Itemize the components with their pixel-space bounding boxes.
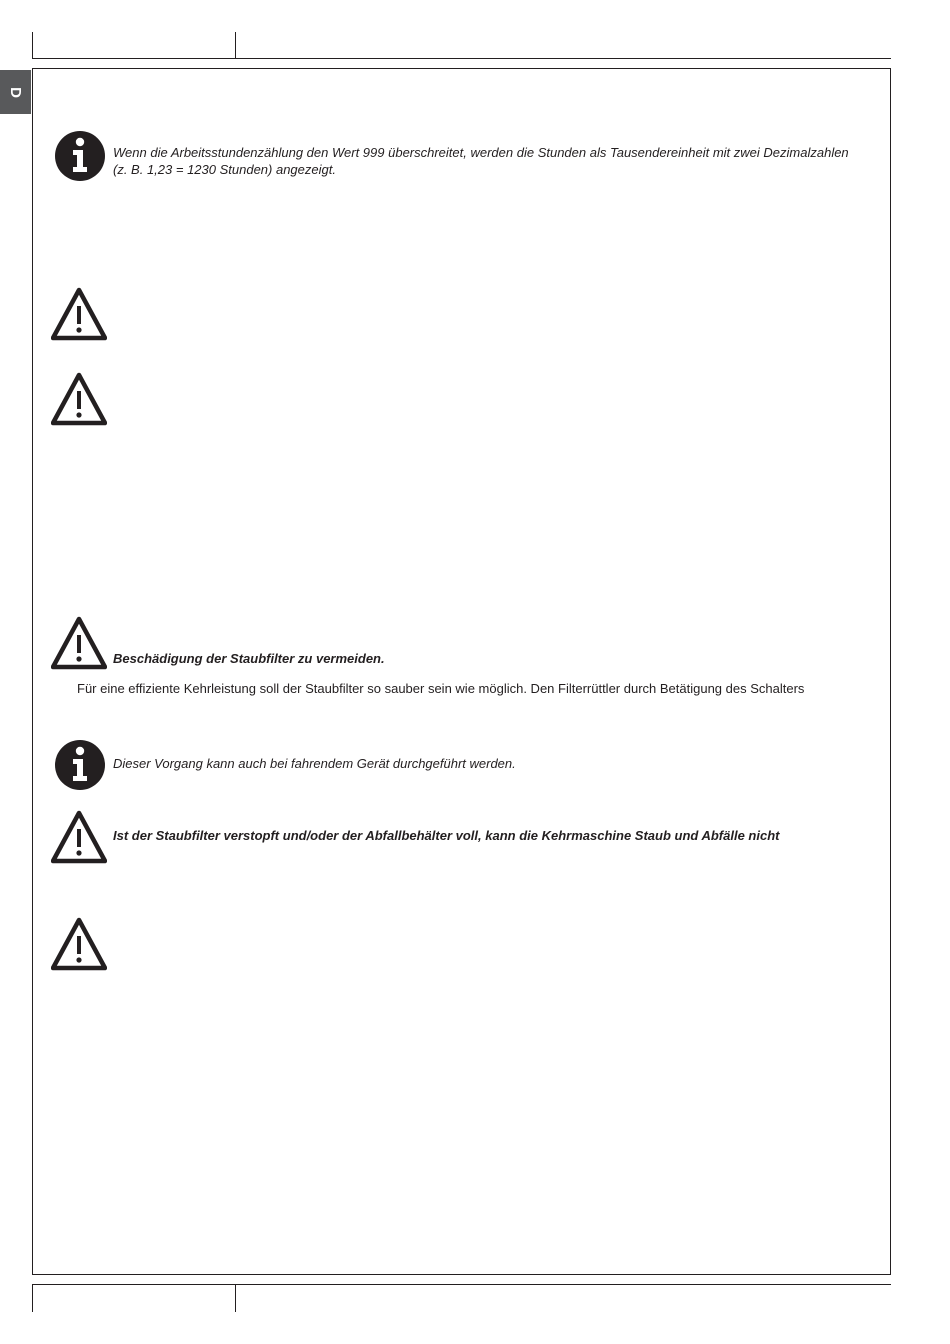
header-rule-left: [32, 32, 33, 58]
footer-rule-left: [32, 1284, 33, 1312]
footer-rule: [32, 1284, 891, 1285]
warning-icon: [51, 371, 107, 427]
language-tab: [0, 70, 31, 114]
warning-note-filter-clogged: Ist der Staubfilter verstopft und/oder der Abfallbehälter voll, kann die Kehrmaschine Staub und Abfälle nicht: [113, 828, 780, 843]
footer-rule-divider: [235, 1284, 236, 1312]
info-icon: [52, 737, 108, 793]
warning-icon: [51, 286, 107, 342]
warning-note-filter-damage: Beschädigung der Staubfilter zu vermeiden.: [113, 651, 385, 666]
page-frame: [32, 68, 891, 1275]
language-tab-label: D: [7, 86, 24, 98]
header-rule: [32, 58, 891, 59]
info-note-hours: Wenn die Arbeitsstundenzählung den Wert 999 überschreitet, werden die Stunden als Tausendereinheit mit zwei Dezimalzahlen (z. B. 1,23 = 1230 Stunden) angezeigt.: [113, 145, 849, 177]
info-icon: [52, 128, 108, 184]
warning-icon: [51, 809, 107, 865]
header-rule-divider: [235, 32, 236, 58]
warning-icon: [51, 615, 107, 671]
info-note-while-driving: Dieser Vorgang kann auch bei fahrendem Gerät durchgeführt werden.: [113, 756, 516, 771]
paragraph-filter-cleaning: Für eine effiziente Kehrleistung soll der Staubfilter so sauber sein wie möglich. Den Filterrüttler durch Betätigung des Schalters: [77, 681, 805, 696]
warning-icon: [51, 916, 107, 972]
